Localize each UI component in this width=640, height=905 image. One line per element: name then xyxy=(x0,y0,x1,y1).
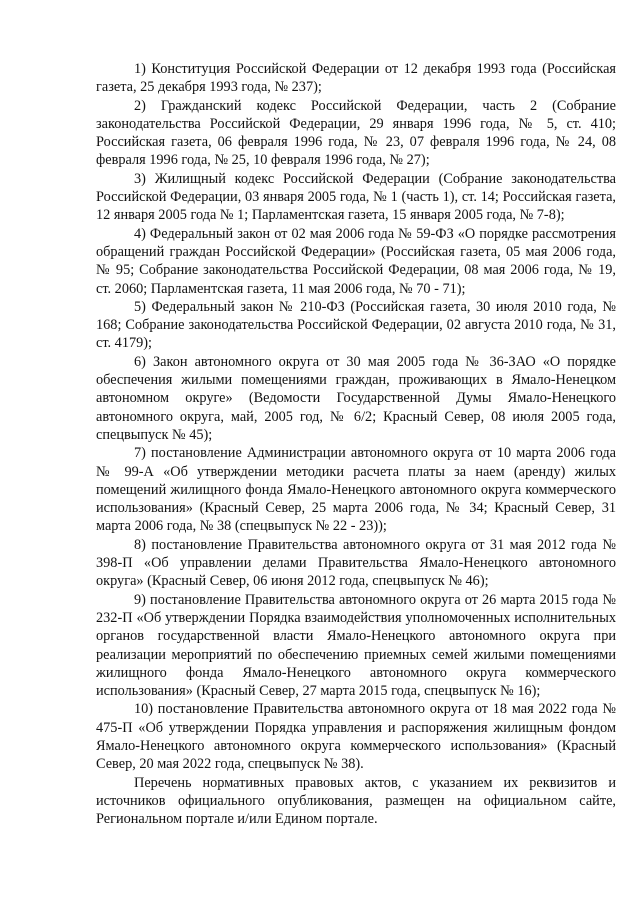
list-item: 8) постановление Правительства автономного округа от 31 мая 2012 года № 398-П «Об управлении делами Правительства Ямало-Ненецкого автономного округа» (Красный Север, 06 июня 2012 года, спецвыпуск № 46); xyxy=(96,536,616,590)
list-item: 9) постановление Правительства автономного округа от 26 марта 2015 года № 232-П «Об утверждении Порядка взаимодействия уполномоченных исполнительных органов государственной власти Ямало-Ненецкого автономного округа при реализации мероприятий по обеспечению приемных семей жилыми помещениями жилищного фонда Ямало-Ненецкого автономного округа коммерческого использования» (Красный Север, 27 марта 2015 года, спецвыпуск № 16); xyxy=(96,591,616,700)
list-item: 3) Жилищный кодекс Российской Федерации (Собрание законодательства Российской Федерации, 03 января 2005 года, № 1 (часть 1), ст. 14; Российская газета, 12 января 2005 года № 1; Парламентская газета, 15 января 2005 года, № 7-8); xyxy=(96,170,616,224)
closing-paragraph: Перечень нормативных правовых актов, с указанием их реквизитов и источников официального опубликования, размещен на официальном сайте, Региональном портале и/или Едином портале. xyxy=(96,774,616,828)
list-item: 1) Конституция Российской Федерации от 12 декабря 1993 года (Российская газета, 25 декабря 1993 года, № 237); xyxy=(96,61,616,96)
list-item: 10) постановление Правительства автономного округа от 18 мая 2022 года № 475-П «Об утверждении Порядка управления и распоряжения жилищным фондом Ямало-Ненецкого автономного округа коммерческого использования» (Красный Север, 20 мая 2022 года, спецвыпуск № 38). xyxy=(96,701,616,773)
list-item: 4) Федеральный закон от 02 мая 2006 года № 59-ФЗ «О порядке рассмотрения обращений граждан Российской Федерации» (Российская газета, 05 мая 2006 года, № 95; Собрание законодательства Российской Федерации, 08 мая 2006 года, № 19, ст. 2060; Парламентская газета, 11 мая 2006 года, № 70 - 71); xyxy=(96,225,616,297)
list-item: 2) Гражданский кодекс Российской Федерации, часть 2 (Собрание законодательства Российской Федерации, 29 января 1996 года, № 5, ст. 410; Российская газета, 06 февраля 1996 года, № 23, 07 февраля 1996 года, № 24, 08 февраля 1996 года, № 25, 10 февраля 1996 года, № 27); xyxy=(96,97,616,169)
list-item: 5) Федеральный закон № 210-ФЗ (Российская газета, 30 июля 2010 года, № 168; Собрание законодательства Российской Федерации, 02 августа 2010 года, № 31, ст. 4179); xyxy=(96,298,616,352)
document-page xyxy=(96,60,616,828)
list-item: 7) постановление Администрации автономного округа от 10 марта 2006 года № 99-А «Об утверждении методики расчета платы за наем (аренду) жилых помещений жилищного фонда Ямало-Ненецкого автономного округа коммерческого использования» (Красный Север, 25 марта 2006 года, № 34; Красный Север, 31 марта 2006 года, № 38 (спецвыпуск № 22 - 23)); xyxy=(96,445,616,535)
list-item: 6) Закон автономного округа от 30 мая 2005 года № 36-ЗАО «О порядке обеспечения жилыми помещениями граждан, проживающих в Ямало-Ненецком автономном округе» (Ведомости Государственной Думы Ямало-Ненецкого автономного округа, май, 2005 год, № 6/2; Красный Север, 08 июля 2005 года, спецвыпуск № 45); xyxy=(96,353,616,443)
